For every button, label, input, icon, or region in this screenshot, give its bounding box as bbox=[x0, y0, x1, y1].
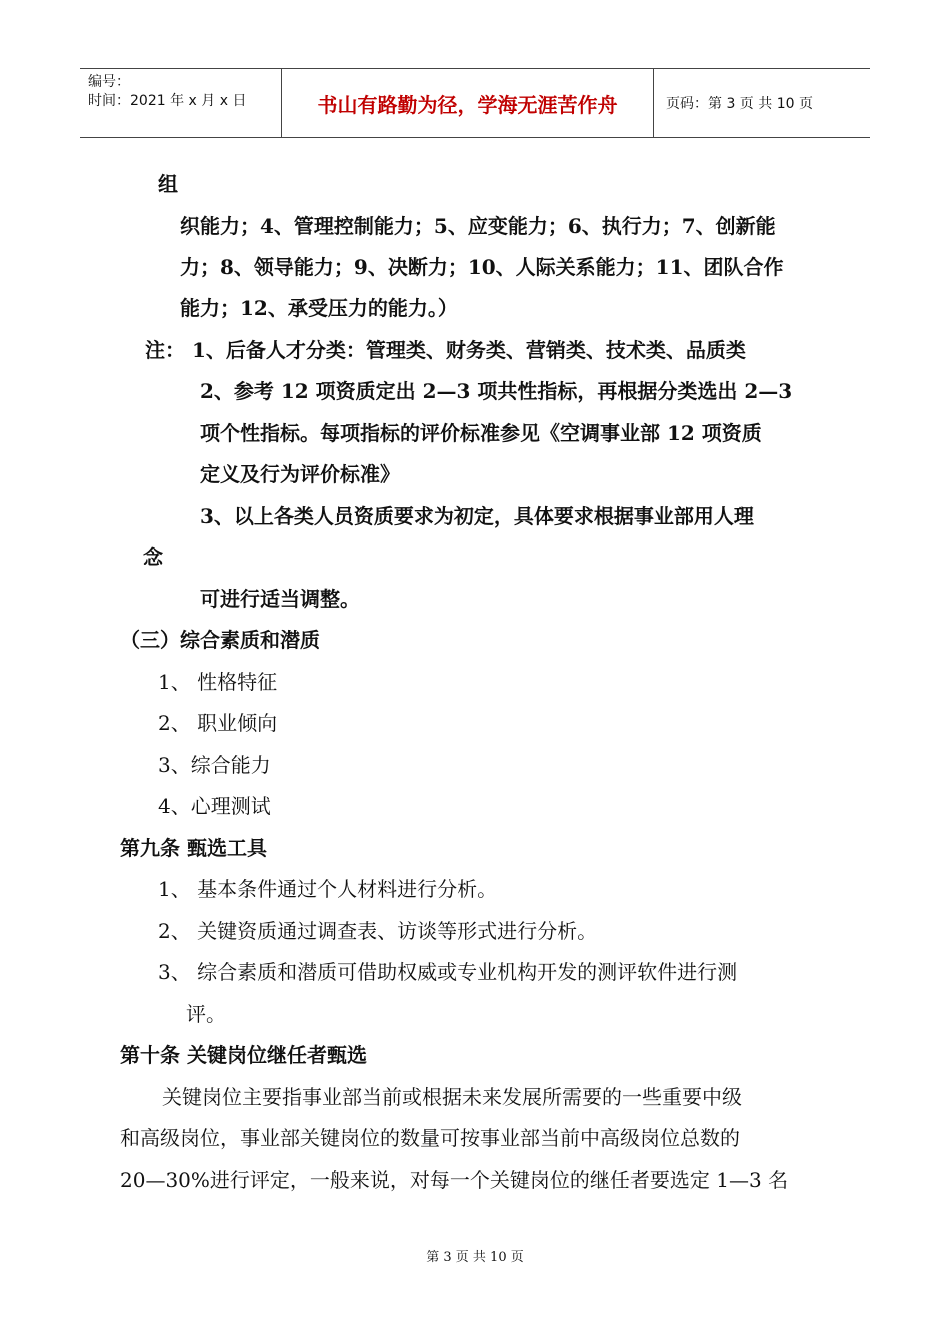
header-page-info: 页码：第 3 页 共 10 页 bbox=[666, 96, 813, 112]
article-9-heading: 第九条 甄选工具 bbox=[120, 836, 267, 860]
list-item-2: 2、 职业倾向 bbox=[158, 711, 278, 735]
list-item-3: 3、综合能力 bbox=[158, 753, 271, 777]
tool-item-3-cont: 评。 bbox=[186, 1002, 226, 1026]
header-meta bbox=[80, 69, 282, 137]
section-heading-3: （三）综合素质和潜质 bbox=[120, 628, 320, 652]
note-line-6: 念 bbox=[143, 545, 163, 569]
header-motto: 书山有路勤为径，学海无涯苦作舟 bbox=[282, 69, 654, 137]
note-line-7: 可进行适当调整。 bbox=[200, 587, 360, 611]
body-line-4: 能力；12、承受压力的能力。） bbox=[180, 296, 458, 320]
para-line-2: 和高级岗位，事业部关键岗位的数量可按事业部当前中高级岗位总数的 bbox=[120, 1126, 740, 1150]
tool-item-1: 1、 基本条件通过个人材料进行分析。 bbox=[158, 877, 498, 901]
time-label: 时间：2021 年 x 月 x 日 bbox=[88, 93, 247, 109]
note-line-4: 定义及行为评价标准》 bbox=[200, 462, 400, 486]
body-line-1: 组 bbox=[158, 172, 178, 196]
tool-item-2: 2、 关键资质通过调查表、访谈等形式进行分析。 bbox=[158, 919, 598, 943]
para-line-3: 20—30%进行评定，一般来说，对每一个关键岗位的继任者要选定 1—3 名 bbox=[120, 1168, 789, 1192]
note-line-2: 2、参考 12 项资质定出 2—3 项共性指标，再根据分类选出 2—3 bbox=[200, 379, 793, 403]
list-item-4: 4、心理测试 bbox=[158, 794, 271, 818]
list-item-1: 1、 性格特征 bbox=[158, 670, 278, 694]
page-footer: 第 3 页 共 10 页 bbox=[426, 1250, 524, 1265]
para-line-1: 关键岗位主要指事业部当前或根据未来发展所需要的一些重要中级 bbox=[162, 1085, 742, 1109]
article-10-heading: 第十条 关键岗位继任者甄选 bbox=[120, 1043, 367, 1067]
note-line-5: 3、以上各类人员资质要求为初定，具体要求根据事业部用人理 bbox=[200, 504, 754, 528]
header-table bbox=[80, 68, 870, 138]
tool-item-3: 3、 综合素质和潜质可借助权威或专业机构开发的测评软件进行测 bbox=[158, 960, 738, 984]
note-line-1: 注： 1、后备人才分类：管理类、财务类、营销类、技术类、品质类 bbox=[145, 338, 746, 362]
body-line-2: 织能力；4、管理控制能力；5、应变能力；6、执行力；7、创新能 bbox=[180, 214, 776, 238]
body-line-3: 力；8、领导能力；9、决断力；10、人际关系能力；11、团队合作 bbox=[180, 255, 784, 279]
note-line-3: 项个性指标。每项指标的评价标准参见《空调事业部 12 项资质 bbox=[200, 421, 762, 445]
number-label: 编号： bbox=[88, 74, 130, 90]
